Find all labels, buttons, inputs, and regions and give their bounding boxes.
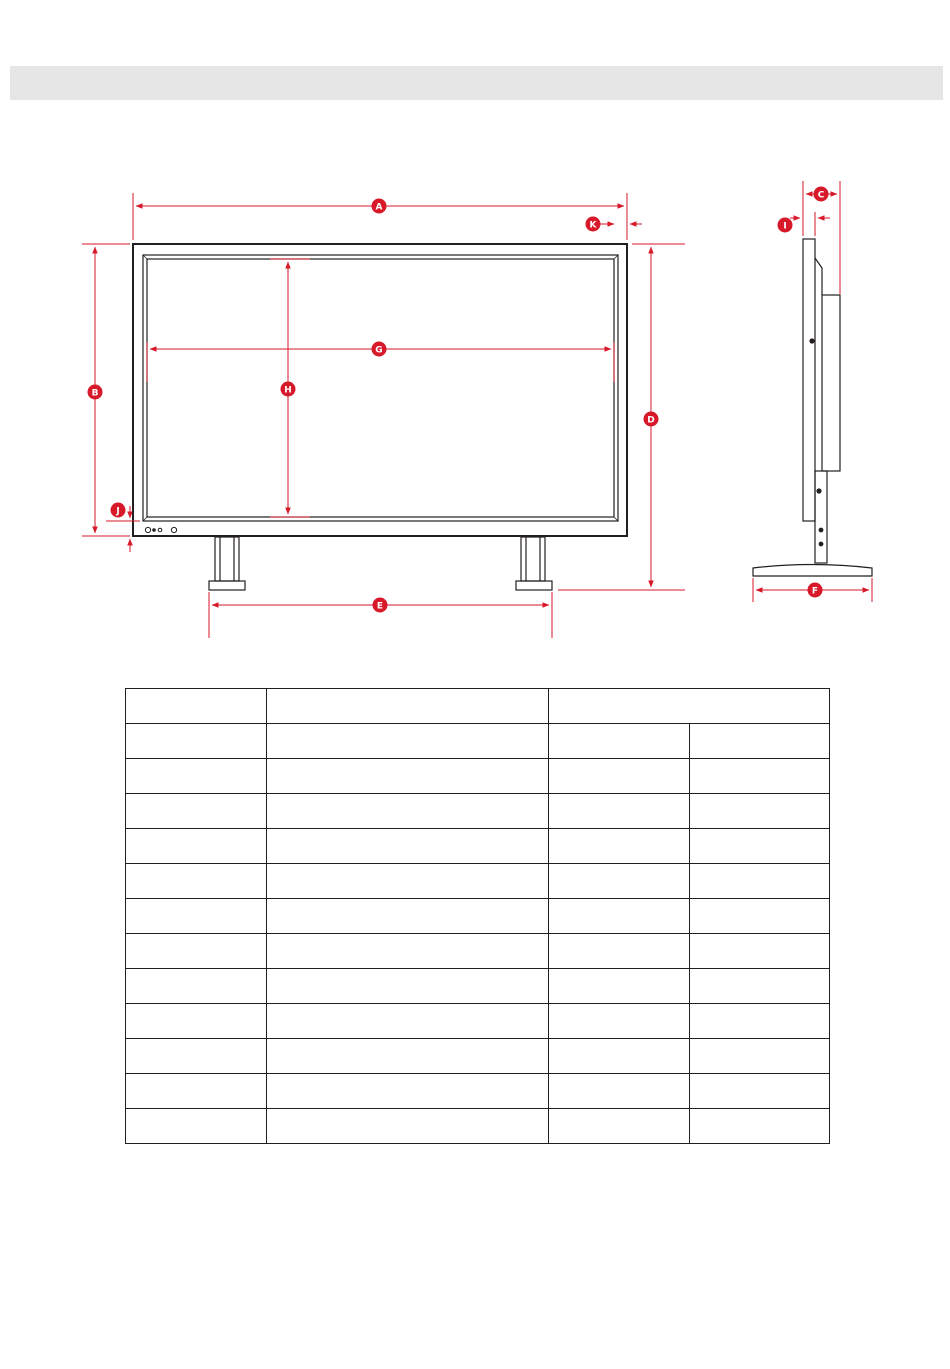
- svg-text:E: E: [376, 601, 384, 612]
- table-row: [126, 969, 830, 1004]
- table-cell: [126, 969, 267, 1004]
- side-view-monitor: [753, 239, 872, 576]
- table-row: [126, 864, 830, 899]
- table-row: [126, 1074, 830, 1109]
- svg-text:J: J: [116, 506, 120, 517]
- table-cell: [690, 759, 830, 794]
- table-row: [126, 759, 830, 794]
- dimension-spec-table: [125, 688, 830, 1144]
- table-cell: [690, 1109, 830, 1144]
- table-cell: [267, 1074, 549, 1109]
- svg-text:H: H: [284, 385, 292, 396]
- table-cell: [690, 899, 830, 934]
- table-cell: [267, 759, 549, 794]
- table-row: [126, 829, 830, 864]
- callout-D: [644, 412, 659, 427]
- table-row: [126, 794, 830, 829]
- table-cell: [690, 724, 830, 759]
- callout-B: [88, 385, 103, 400]
- callout-A: [372, 199, 387, 214]
- table-cell: [267, 1039, 549, 1074]
- callout-E: [373, 598, 388, 613]
- side-base: [753, 565, 872, 577]
- table-cell: [126, 724, 267, 759]
- side-column: [815, 471, 827, 563]
- svg-text:A: A: [375, 202, 383, 213]
- bezel-inner: [143, 255, 618, 521]
- callout-C: [814, 187, 829, 202]
- table-cell: [126, 794, 267, 829]
- table-cell: [126, 934, 267, 969]
- table-header-row: [126, 689, 830, 724]
- side-back-box: [822, 295, 840, 471]
- table-cell: [690, 1004, 830, 1039]
- table-row: [126, 1004, 830, 1039]
- callout-H: [281, 382, 296, 397]
- svg-text:B: B: [91, 388, 99, 399]
- table-cell: [549, 724, 690, 759]
- header-cell-description: [267, 689, 549, 724]
- svg-text:C: C: [817, 190, 825, 201]
- table-cell: [126, 864, 267, 899]
- callout-F: [808, 583, 823, 598]
- table-cell: [690, 829, 830, 864]
- table-cell: [126, 1074, 267, 1109]
- front-view-monitor: [133, 244, 627, 590]
- table-cell: [267, 794, 549, 829]
- svg-text:D: D: [647, 415, 655, 426]
- table-cell: [690, 969, 830, 1004]
- table-cell: [267, 899, 549, 934]
- table-cell: [267, 864, 549, 899]
- table-cell: [267, 829, 549, 864]
- table-cell: [549, 1039, 690, 1074]
- front-control-buttons: [145, 527, 176, 532]
- table-cell: [126, 1004, 267, 1039]
- callout-J: [111, 503, 126, 518]
- table-cell: [690, 864, 830, 899]
- callout-G: [372, 342, 387, 357]
- table-cell: [690, 794, 830, 829]
- bezel-outer: [133, 244, 627, 536]
- stand-leg-left: [209, 537, 245, 590]
- table-cell: [549, 899, 690, 934]
- svg-text:F: F: [811, 586, 819, 597]
- dimension-diagram: [0, 0, 950, 680]
- table-cell: [549, 1074, 690, 1109]
- callout-I: [778, 218, 793, 233]
- table-row: [126, 1109, 830, 1144]
- table-cell: [267, 1004, 549, 1039]
- callout-K: [586, 217, 601, 232]
- stand-leg-right: [516, 537, 552, 590]
- table-row: [126, 1039, 830, 1074]
- table-cell: [126, 899, 267, 934]
- table-cell: [549, 1109, 690, 1144]
- header-cell-item: [126, 689, 267, 724]
- table-cell: [549, 794, 690, 829]
- table-cell: [126, 1109, 267, 1144]
- table-cell: [549, 969, 690, 1004]
- table-row: [126, 724, 830, 759]
- table-cell: [690, 1074, 830, 1109]
- table-cell: [549, 864, 690, 899]
- svg-text:G: G: [375, 345, 383, 356]
- table-cell: [267, 934, 549, 969]
- table-cell: [126, 759, 267, 794]
- header-cell-measurement: [549, 689, 830, 724]
- table-cell: [690, 1039, 830, 1074]
- table-cell: [549, 759, 690, 794]
- table-cell: [549, 1004, 690, 1039]
- table-row: [126, 934, 830, 969]
- table-cell: [690, 934, 830, 969]
- table-cell: [126, 1039, 267, 1074]
- svg-text:I: I: [783, 221, 787, 232]
- table-cell: [267, 1109, 549, 1144]
- table-cell: [126, 829, 267, 864]
- table-cell: [267, 969, 549, 1004]
- table-cell: [549, 934, 690, 969]
- table-row: [126, 899, 830, 934]
- table-cell: [267, 724, 549, 759]
- side-panel: [803, 239, 815, 521]
- table-cell: [549, 829, 690, 864]
- screen-area: [147, 259, 614, 517]
- svg-text:K: K: [589, 220, 597, 231]
